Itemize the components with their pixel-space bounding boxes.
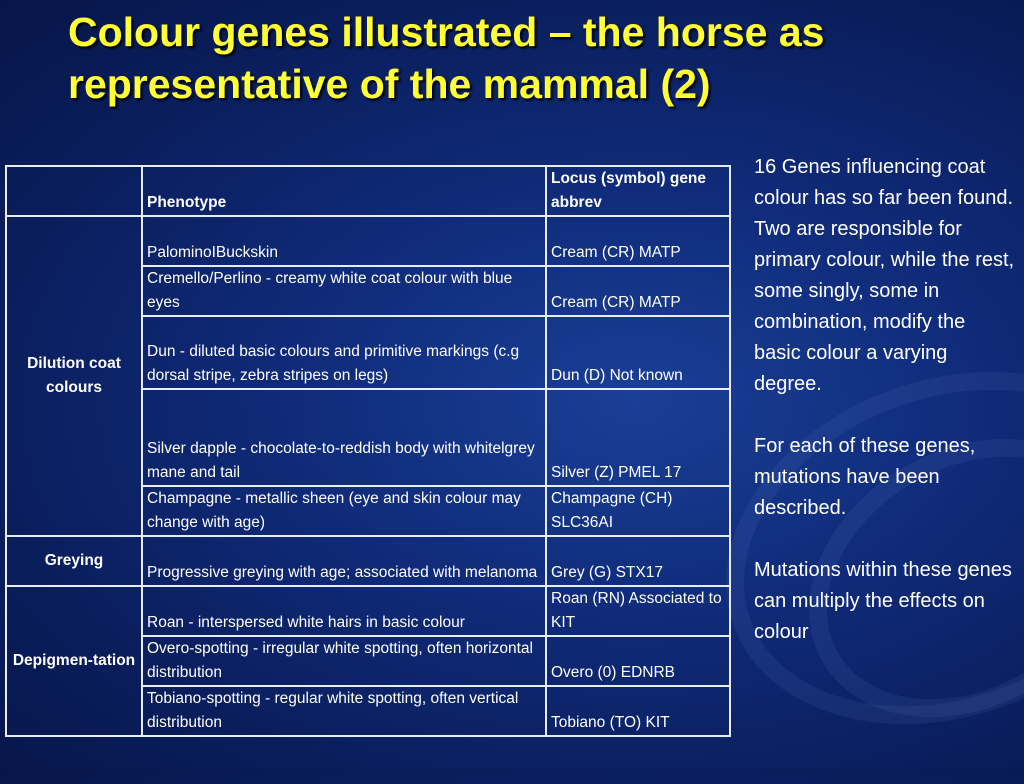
locus-cell: Overo (0) EDNRB	[546, 636, 730, 686]
table-row	[6, 536, 730, 586]
locus-cell: Silver (Z) PMEL 17	[546, 389, 730, 486]
group-label-depigmentation: Depigmen-tation	[6, 586, 142, 736]
group-label-greying: Greying	[6, 536, 142, 586]
locus-cell: Roan (RN) Associated to KIT	[546, 586, 730, 636]
locus-cell: Tobiano (TO) KIT	[546, 686, 730, 736]
phenotype-cell: Roan - interspersed white hairs in basic colour	[142, 586, 546, 636]
phenotype-cell: Silver dapple - chocolate-to-reddish body with whitelgrey mane and tail	[142, 389, 546, 486]
side-paragraph: For each of these genes, mutations have been described.	[754, 435, 976, 519]
side-paragraph: 16 Genes influencing coat colour has so far been found. Two are responsible for primary colour, while the rest, some singly, some in combination, modify the basic colour a varying degree.	[754, 156, 1015, 395]
locus-cell: Grey (G) STX17	[546, 536, 730, 586]
locus-cell: Dun (D) Not known	[546, 316, 730, 389]
table-row	[6, 586, 730, 636]
phenotype-cell: Progressive greying with age; associated with melanoma	[142, 536, 546, 586]
header-cell-phenotype: Phenotype	[142, 166, 546, 216]
colour-genes-table	[5, 165, 731, 737]
header-cell-group	[6, 166, 142, 216]
slide-title: Colour genes illustrated – the horse as representative of the mammal (2)	[68, 9, 825, 107]
locus-cell: Champagne (CH) SLC36AI	[546, 486, 730, 536]
phenotype-cell: Dun - diluted basic colours and primitive markings (c.g dorsal stripe, zebra stripes on legs)	[142, 316, 546, 389]
table-row	[6, 216, 730, 266]
phenotype-cell: Champagne - metallic sheen (eye and skin colour may change with age)	[142, 486, 546, 536]
phenotype-cell: PalominoIBuckskin	[142, 216, 546, 266]
phenotype-cell: Tobiano-spotting - regular white spotting, often vertical distribution	[142, 686, 546, 736]
side-paragraph: Mutations within these genes can multiply the effects on colour	[754, 559, 1012, 643]
side-notes	[754, 152, 1016, 679]
phenotype-cell: Overo-spotting - irregular white spotting, often horizontal distribution	[142, 636, 546, 686]
locus-cell: Cream (CR) MATP	[546, 216, 730, 266]
group-label-dilution: Dilution coat colours	[6, 216, 142, 536]
header-cell-locus: Locus (symbol) gene abbrev	[546, 166, 730, 216]
phenotype-cell: Cremello/Perlino - creamy white coat colour with blue eyes	[142, 266, 546, 316]
table-header-row	[6, 166, 730, 216]
locus-cell: Cream (CR) MATP	[546, 266, 730, 316]
